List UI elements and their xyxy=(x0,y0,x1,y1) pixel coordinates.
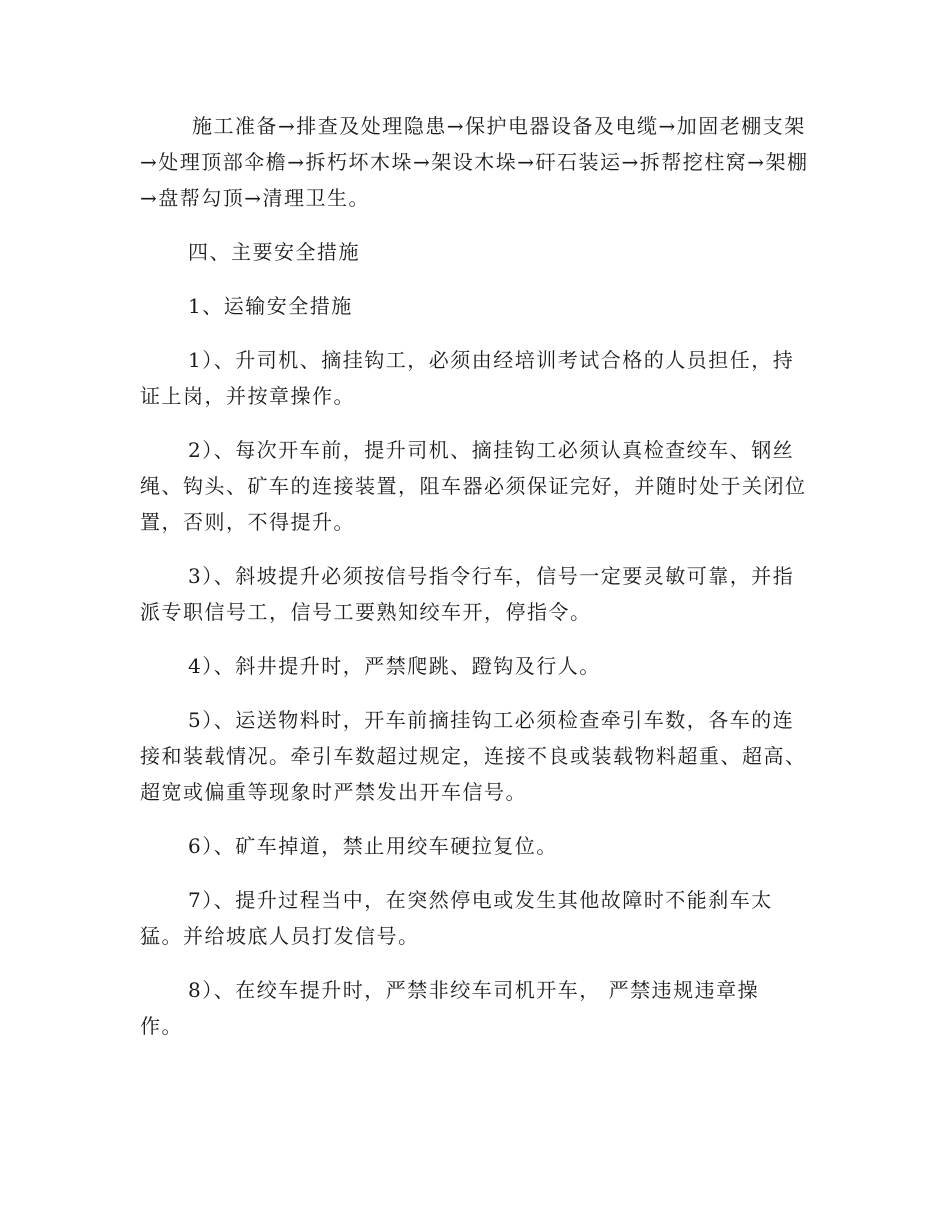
subsection-heading: 1、运输安全措施 xyxy=(188,294,353,318)
safety-item-5: 5）、运送物料时，开车前摘挂钩工必须检查牵引车数，各车的连接和装载情况。牵引车数超过规定，连接不良或装载物料超重、超高、超宽或偏重等现象时严禁发出开车信号。 xyxy=(140,708,807,804)
safety-item-2: 2）、每次开车前，提升司机、摘挂钩工必须认真检查绞车、钢丝绳、钩头、矿车的连接装置，阻车器必须保证完好，并随时处于关闭位置，否则，不得提升。 xyxy=(140,438,807,534)
safety-item-6: 6）、矿车掉道，禁止用绞车硬拉复位。 xyxy=(188,834,558,858)
document-body xyxy=(140,108,810,1044)
safety-item-1: 1）、升司机、摘挂钩工，必须由经培训考试合格的人员担任，持证上岗，并按章操作。 xyxy=(140,348,795,408)
safety-item-8: 8）、在绞车提升时，严禁非绞车司机开车， 严禁违规违章操作。 xyxy=(140,978,760,1038)
safety-item-7: 7）、提升过程当中，在突然停电或发生其他故障时不能刹车太猛。并给坡底人员打发信号。 xyxy=(140,888,773,948)
safety-item-4: 4）、斜井提升时，严禁爬跳、蹬钩及行人。 xyxy=(188,654,601,678)
construction-process-paragraph: 施工准备→排查及处理隐患→保护电器设备及电缆→加固老棚支架→处理顶部伞檐→拆朽坏木垛→架设木垛→矸石装运→拆帮挖柱窝→架棚→盘帮勾顶→清理卫生。 xyxy=(140,114,809,210)
safety-item-3: 3）、斜坡提升必须按信号指令行车，信号一定要灵敏可靠，并指派专职信号工，信号工要熟知绞车开，停指令。 xyxy=(140,564,795,624)
section-heading: 四、主要安全措施 xyxy=(188,240,360,264)
